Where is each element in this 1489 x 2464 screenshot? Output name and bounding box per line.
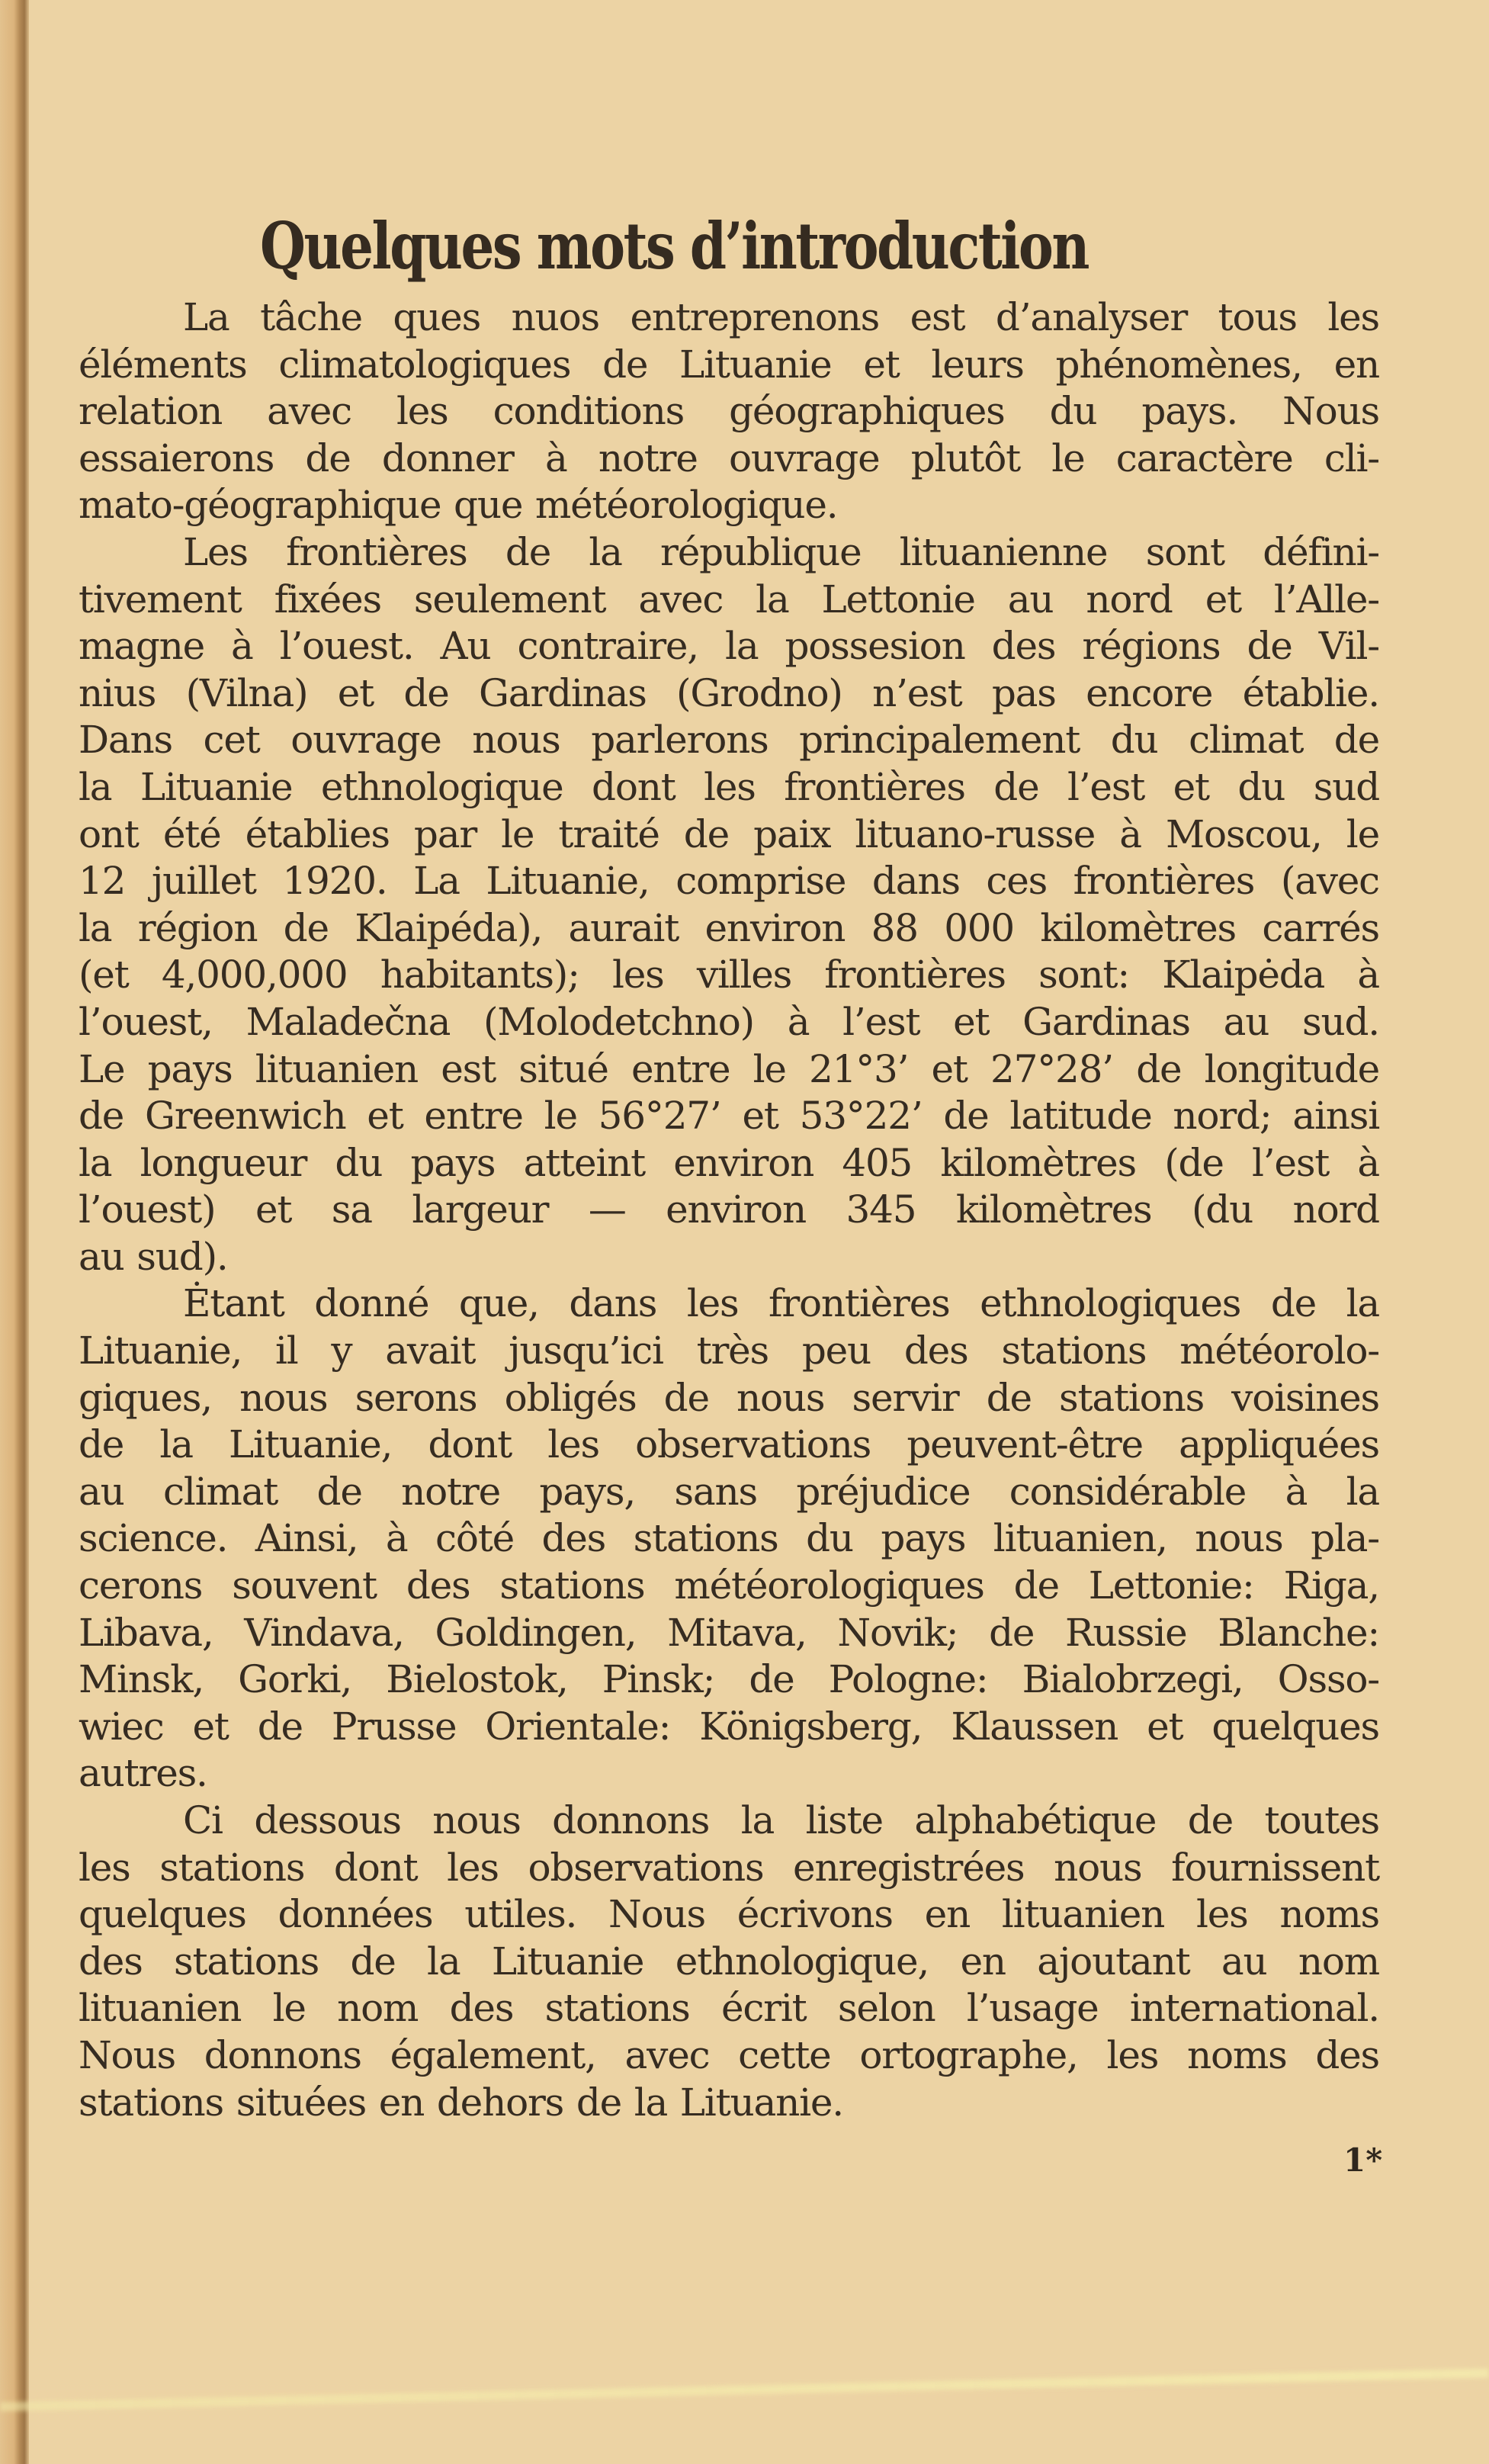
text-line: l’ouest) et sa largeur — environ 345 kilomètres (du nord bbox=[79, 1187, 1379, 1232]
text-line: la Lituanie ethnologique dont les frontières de l’est et du sud bbox=[79, 764, 1379, 809]
text-line: des stations de la Lituanie ethnologique, en ajoutant au nom bbox=[79, 1939, 1379, 1984]
scan-light-streak bbox=[0, 2369, 1489, 2411]
text-line: (et 4,000,000 habitants); les villes frontières sont: Klaipėda à bbox=[79, 953, 1379, 997]
text-line: quelques données utiles. Nous écrivons en lituanien les noms bbox=[79, 1892, 1379, 1937]
text-line: Dans cet ouvrage nous parlerons principalement du climat de bbox=[79, 718, 1379, 763]
text-line: magne à l’ouest. Au contraire, la possesion des régions de Vil- bbox=[79, 624, 1379, 669]
body-text bbox=[79, 294, 1379, 2126]
text-line: giques, nous serons obligés de nous servir de stations voisines bbox=[79, 1375, 1379, 1420]
text-line: Nous donnons également, avec cette ortographe, les noms des bbox=[79, 2032, 1379, 2077]
text-line: Les frontières de la république lituanienne sont défini- bbox=[183, 529, 1379, 574]
paragraph-2 bbox=[79, 529, 1379, 1281]
text-line: lituanien le nom des stations écrit selon l’usage international. bbox=[79, 1986, 1379, 2031]
text-line: ont été établies par le traité de paix lituano-russe à Moscou, le bbox=[79, 811, 1379, 856]
text-line: au climat de notre pays, sans préjudice considérable à la bbox=[79, 1469, 1379, 1514]
text-line: essaierons de donner à notre ouvrage plutôt le caractère cli- bbox=[79, 435, 1379, 480]
text-line: Minsk, Gorki, Bielostok, Pinsk; de Pologne: Bialobrzegi, Osso- bbox=[79, 1657, 1379, 1702]
text-line: les stations dont les observations enregistrées nous fournissent bbox=[79, 1845, 1379, 1890]
text-line: stations situées en dehors de la Lituanie. bbox=[79, 2080, 843, 2125]
text-line: autres. bbox=[79, 1751, 207, 1796]
text-line: mato-géographique que météorologique. bbox=[79, 483, 838, 528]
text-line: l’ouest, Maladečna (Molodetchno) à l’est et Gardinas au sud. bbox=[79, 999, 1379, 1044]
text-line: de Greenwich et entre le 56°27’ et 53°22’ de latitude nord; ainsi bbox=[79, 1094, 1379, 1139]
page-number: 1* bbox=[1343, 2141, 1383, 2179]
text-line: nius (Vilna) et de Gardinas (Grodno) n’est pas encore établie. bbox=[79, 670, 1379, 715]
paragraph-3 bbox=[79, 1280, 1379, 1797]
text-line: la région de Klaipéda), aurait environ 88 000 kilomètres carrés bbox=[79, 905, 1379, 950]
text-line: Lituanie, il y avait jusqu’ici très peu des stations météorolo- bbox=[79, 1328, 1379, 1373]
text-line: tivement fixées seulement avec la Lettonie au nord et l’Alle- bbox=[79, 577, 1379, 622]
text-line: cerons souvent des stations météorologiques de Lettonie: Riga, bbox=[79, 1563, 1379, 1608]
text-line: Libava, Vindava, Goldingen, Mitava, Novik; de Russie Blanche: bbox=[79, 1610, 1379, 1655]
text-line: Le pays lituanien est situé entre le 21°3’ et 27°28’ de longitude bbox=[79, 1046, 1379, 1091]
book-binding-edge bbox=[0, 0, 29, 2464]
page-content bbox=[79, 204, 1379, 2126]
chapter-title: Quelques mots d’introduction bbox=[260, 208, 1089, 284]
text-line: éléments climatologiques de Lituanie et leurs phénomènes, en bbox=[79, 342, 1379, 387]
text-line: au sud). bbox=[79, 1234, 228, 1279]
text-line: relation avec les conditions géographiques du pays. Nous bbox=[79, 389, 1379, 434]
text-line: Ėtant donné que, dans les frontières ethnologiques de la bbox=[183, 1281, 1379, 1326]
text-line: La tâche ques nuos entreprenons est d’analyser tous les bbox=[183, 295, 1379, 339]
paragraph-1 bbox=[79, 294, 1379, 529]
paragraph-4 bbox=[79, 1797, 1379, 2126]
text-line: la longueur du pays atteint environ 405 kilomètres (de l’est à bbox=[79, 1140, 1379, 1185]
text-line: de la Lituanie, dont les observations peuvent-être appliquées bbox=[79, 1422, 1379, 1467]
text-line: wiec et de Prusse Orientale: Königsberg, Klaussen et quelques bbox=[79, 1704, 1379, 1749]
text-line: 12 juillet 1920. La Lituanie, comprise dans ces frontières (avec bbox=[79, 859, 1379, 904]
text-line: Ci dessous nous donnons la liste alphabétique de toutes bbox=[183, 1798, 1379, 1842]
text-line: science. Ainsi, à côté des stations du pays lituanien, nous pla- bbox=[79, 1516, 1379, 1561]
